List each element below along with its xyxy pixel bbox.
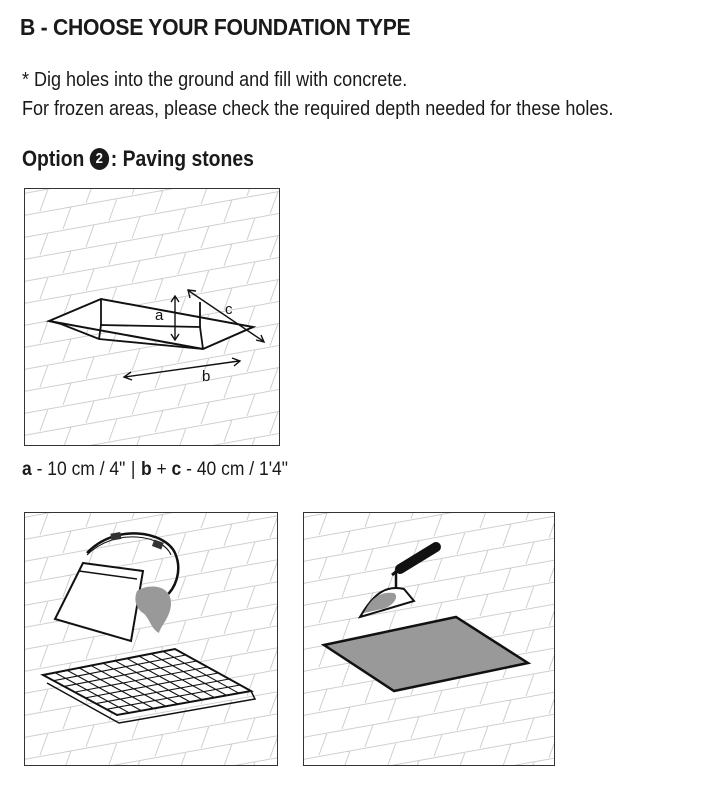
- section-heading: B - CHOOSE YOUR FOUNDATION TYPE: [20, 14, 411, 40]
- rebar-mesh-icon: [43, 649, 255, 723]
- measure-b-key: b: [140, 459, 152, 480]
- measure-c-key: c: [171, 459, 182, 480]
- smooth-concrete-illustration: [303, 512, 555, 766]
- measure-plus: +: [151, 459, 172, 480]
- measure-a-key: a: [22, 459, 32, 480]
- measure-bc-value: - 40 cm / 1'4": [181, 459, 288, 480]
- measurement-caption: [22, 459, 288, 481]
- option-prefix: Option: [22, 146, 85, 171]
- note-line-1: * Dig holes into the ground and fill with concrete.: [22, 69, 408, 91]
- instruction-note: [22, 66, 613, 124]
- option-title: [22, 146, 254, 172]
- pour-concrete-illustration: [24, 512, 278, 766]
- measure-a-value: - 10 cm / 4": [31, 459, 126, 480]
- measure-separator: |: [130, 459, 136, 480]
- option-name: : Paving stones: [110, 146, 254, 171]
- hole-dimension-illustration: [24, 188, 280, 446]
- paving-grid-bl: [25, 513, 277, 765]
- concrete-pour: [135, 587, 171, 633]
- label-b: b: [202, 368, 211, 385]
- option-number-badge: 2: [90, 148, 109, 170]
- label-a: a: [155, 307, 164, 324]
- paving-grid-top: [25, 189, 279, 445]
- label-c: c: [225, 301, 233, 318]
- trowel-icon: [360, 547, 436, 617]
- paving-grid-br: [304, 513, 554, 765]
- note-line-2: For frozen areas, please check the required depth needed for these holes.: [22, 98, 614, 120]
